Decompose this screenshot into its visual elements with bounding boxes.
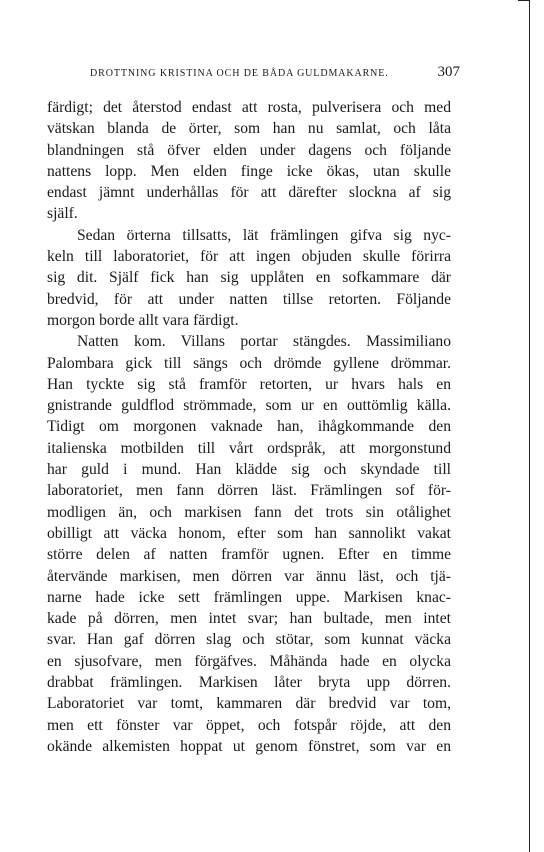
text-line: laboratoriet, men fann dörren läst. Främlingen sof för- xyxy=(47,482,451,500)
text-line: Tidigt om morgonen vaknade han, ihågkommande den xyxy=(47,418,451,436)
text-line: återvände markisen, men dörren var ännu läst, och tjä- xyxy=(47,567,451,585)
page-number: 307 xyxy=(437,64,460,80)
body-text xyxy=(47,97,451,757)
running-head: DROTTNING KRISTINA OCH DE BÅDA GULDMAKARNE. xyxy=(90,68,389,79)
text-line: Han tyckte sig stå framför retorten, ur hvars hals en xyxy=(47,375,451,393)
text-line: svar. Han gaf dörren slag och stötar, som kunnat väcka xyxy=(47,631,451,649)
text-line: blandningen stå öfver elden under dagens och följande xyxy=(47,141,451,159)
text-line: italienska motbilden till vårt ordspråk, att morgonstund xyxy=(47,439,451,457)
text-line: har guld i mund. Han klädde sig och skyndade till xyxy=(47,461,451,479)
text-line: endast jämnt underhållas för att därefter slockna af sig xyxy=(47,184,451,202)
paragraph-end-line: själf. xyxy=(47,205,78,223)
text-line: färdigt; det återstod endast att rosta, pulverisera och med xyxy=(47,99,451,116)
page-edge-rule xyxy=(529,0,530,852)
paragraph-start-line: Sedan örterna tillsatts, lät främlingen gifva sig nyc- xyxy=(77,226,451,244)
text-line: sig dit. Själf fick han sig upplåten en sofkammare där xyxy=(47,269,451,287)
text-line: obilligt att väcka honom, efter som han sannolikt vakat xyxy=(47,524,451,542)
text-line: Palombara gick till sängs och drömde gyllene drömmar. xyxy=(47,354,451,372)
text-line: modligen än, och markisen fann det trots sin otålighet xyxy=(47,503,451,521)
page-corner-rule xyxy=(518,0,530,1)
text-line: vätskan blanda de örter, som han nu samlat, och låta xyxy=(47,120,451,138)
text-line: större delen af natten framför ugnen. Efter en timme xyxy=(47,546,451,564)
text-line: men ett fönster var öppet, och fotspår röjde, att den xyxy=(47,716,451,734)
paragraph-end-line: morgon borde allt vara färdigt. xyxy=(47,311,239,329)
text-line: nattens lopp. Men elden finge icke ökas, utan skulle xyxy=(47,162,451,180)
text-line: keln till laboratoriet, för att ingen objuden skulle förirra xyxy=(47,248,451,266)
text-line: bredvid, för att under natten tillse retorten. Följande xyxy=(47,290,451,308)
paragraph-start-line: Natten kom. Villans portar stängdes. Massimiliano xyxy=(77,333,451,351)
page-header xyxy=(90,66,460,82)
text-line: kade på dörren, men intet svar; han bultade, men intet xyxy=(47,610,451,628)
text-line: drabbat främlingen. Markisen låter bryta upp dörren. xyxy=(47,674,451,692)
text-line: narne hade icke sett främlingen uppe. Markisen knac- xyxy=(47,588,451,606)
text-line: en sjusofvare, men förgäfves. Måhända hade en olycka xyxy=(47,652,451,670)
text-line: okände alkemisten hoppat ut genom fönstret, som var en xyxy=(47,737,451,755)
text-line: gnistrande guldflod strömmade, som ur en outtömlig källa. xyxy=(47,397,451,415)
text-line: Laboratoriet var tomt, kammaren där bredvid var tom, xyxy=(47,695,451,713)
